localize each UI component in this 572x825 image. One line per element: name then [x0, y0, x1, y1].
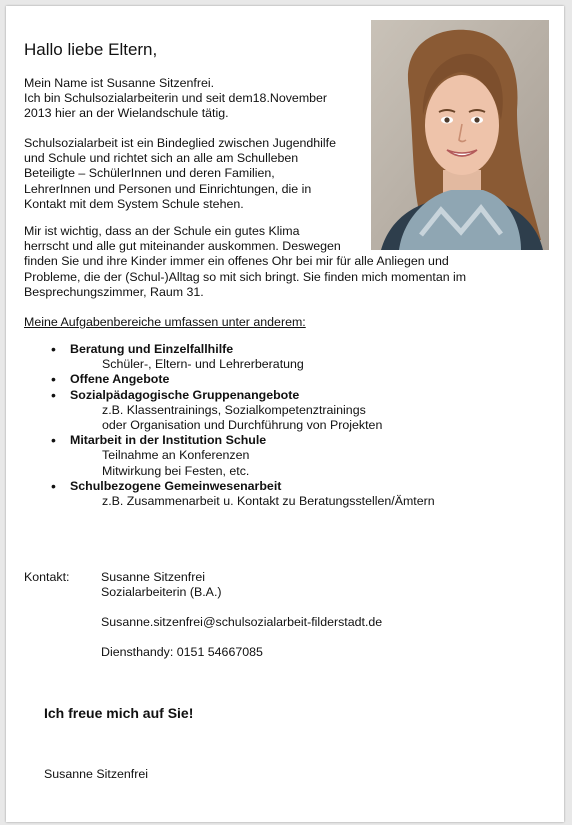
- contact-role: Sozialarbeiterin (B.A.): [101, 585, 222, 600]
- task-item: [40, 479, 540, 509]
- bullet-icon: •: [51, 371, 56, 388]
- task-detail: Schüler-, Eltern- und Lehrerberatung: [102, 357, 304, 372]
- task-title: Mitarbeit in der Institution Schule: [70, 433, 267, 448]
- bullet-icon: •: [51, 432, 56, 449]
- task-item: [40, 372, 540, 387]
- task-detail: z.B. Klassentrainings, Sozialkompetenztrainings: [102, 402, 366, 417]
- description-line: Beteiligte – SchülerInnen und deren Familien,: [24, 166, 275, 181]
- bullet-icon: •: [51, 477, 56, 494]
- contact-label: Kontakt:: [24, 570, 70, 584]
- task-detail: Mitwirkung bei Festen, etc.: [102, 463, 250, 478]
- task-title: Sozialpädagogische Gruppenangebote: [70, 387, 300, 402]
- intro-line: Ich bin Schulsozialarbeiterin und seit dem18.November: [24, 91, 328, 106]
- description-paragraph: [24, 136, 364, 212]
- description-line: Schulsozialarbeit ist ein Bindeglied zwischen Jugendhilfe: [24, 136, 337, 150]
- contact-name: Susanne Sitzenfrei: [101, 570, 206, 584]
- bullet-icon: •: [51, 386, 56, 403]
- intro-paragraph: [24, 76, 364, 122]
- tasks-heading: Meine Aufgabenbereiche umfassen unter anderem:: [24, 315, 306, 329]
- contact-phone: Diensthandy: 0151 54667085: [101, 645, 263, 659]
- task-title: Beratung und Einzelfallhilfe: [70, 342, 234, 356]
- task-detail: Teilnahme an Konferenzen: [102, 448, 250, 463]
- importance-paragraph: [24, 224, 544, 300]
- bullet-icon: •: [51, 341, 56, 357]
- greeting: Hallo liebe Eltern,: [24, 40, 158, 59]
- contact-email: Susanne.sitzenfrei@schulsozialarbeit-filderstadt.de: [101, 615, 383, 629]
- task-title: Schulbezogene Gemeinwesenarbeit: [70, 478, 282, 493]
- description-line: und Schule und richtet sich an alle am Schulleben: [24, 151, 299, 166]
- task-detail: z.B. Zusammenarbeit u. Kontakt zu Beratungsstellen/Ämtern: [102, 494, 435, 509]
- task-item: [40, 342, 540, 372]
- task-title: Offene Angebote: [70, 372, 170, 387]
- intro-line: 2013 hier an der Wielandschule tätig.: [24, 106, 229, 121]
- importance-line: Besprechungszimmer, Raum 31.: [24, 284, 204, 299]
- importance-line: Mir ist wichtig, dass an der Schule ein gutes Klima: [24, 224, 300, 238]
- importance-line: finden Sie und ihre Kinder immer ein offenes Ohr bei mir für alle Anliegen und: [24, 254, 449, 269]
- intro-line: Mein Name ist Susanne Sitzenfrei.: [24, 76, 215, 90]
- letter-page: [6, 6, 564, 822]
- portrait-illustration: [371, 20, 549, 250]
- contact-details: [101, 570, 222, 600]
- description-line: Kontakt mit dem System Schule stehen.: [24, 196, 244, 211]
- task-detail: oder Organisation und Durchführung von Projekten: [102, 418, 383, 433]
- tasks-list: [40, 342, 540, 509]
- closing-line: Ich freue mich auf Sie!: [44, 705, 194, 721]
- portrait-photo: [371, 20, 549, 250]
- importance-line: Probleme, die der (Schul-)Alltag so mit sich bringt. Sie finden mich momentan im: [24, 269, 467, 284]
- description-line: LehrerInnen und Personen und Einrichtungen, die in: [24, 181, 312, 196]
- task-item: [40, 388, 540, 434]
- task-item: [40, 433, 540, 479]
- signature: Susanne Sitzenfrei: [44, 767, 149, 781]
- importance-line: herrscht und alle gut miteinander auskommen. Deswegen: [24, 239, 341, 254]
